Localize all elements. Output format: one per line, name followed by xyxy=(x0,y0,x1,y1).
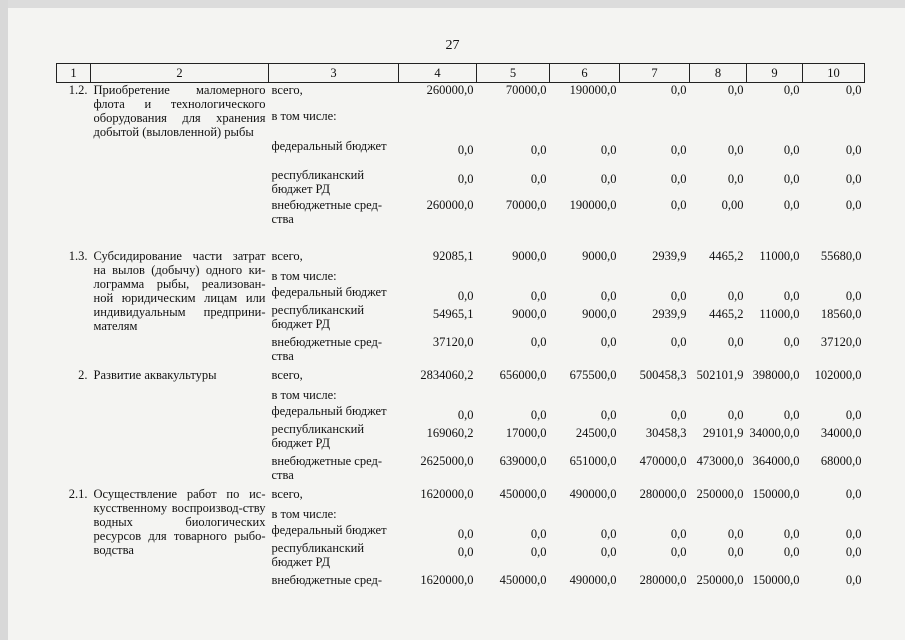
header-cell: 10 xyxy=(803,64,865,83)
value-cell: 0,0 xyxy=(783,142,800,157)
table-row xyxy=(57,487,865,507)
value-cell: 364000,0 xyxy=(752,453,800,468)
value-cell: 0,0 xyxy=(530,526,547,541)
value-cell: 260000,0 xyxy=(426,197,474,212)
value-cell xyxy=(747,388,803,404)
value-cell: 250000,0 xyxy=(696,486,744,501)
value-cell xyxy=(399,269,477,285)
value-cell: 0,0 xyxy=(530,544,547,559)
value-cell xyxy=(690,388,747,404)
value-cell: 0,0 xyxy=(670,407,687,422)
value-cell: 0,0 xyxy=(670,288,687,303)
value-cell: 1620000,0 xyxy=(420,572,474,587)
header-row xyxy=(57,64,865,83)
value-cell: 0,0 xyxy=(530,407,547,422)
value-cell: 9000,0 xyxy=(512,306,547,321)
value-cell: 0,0 xyxy=(845,526,862,541)
value-cell: 0,0 xyxy=(530,142,547,157)
funding-source-label: всего, xyxy=(271,367,303,382)
funding-source-label: внебюджетные сред- xyxy=(271,572,383,587)
value-cell: 0,0 xyxy=(600,142,617,157)
value-cell: 0,0 xyxy=(727,171,744,186)
value-cell: 473000,0 xyxy=(696,453,744,468)
value-cell: 2625000,0 xyxy=(420,453,474,468)
funding-source-label: федеральный бюджет xyxy=(271,403,387,418)
section-number: 2.1. xyxy=(68,486,88,501)
value-cell xyxy=(399,388,477,404)
value-cell xyxy=(747,109,803,139)
value-cell: 68000,0 xyxy=(820,453,862,468)
value-cell: 0,0 xyxy=(670,544,687,559)
value-cell xyxy=(803,388,865,404)
section-name: Приобретение маломерного флота и технологического оборудования для хранения добытой (выловленной) рыбы xyxy=(93,83,266,139)
value-cell: 0,0 xyxy=(600,407,617,422)
value-cell: 37120,0 xyxy=(432,334,474,349)
value-cell: 70000,0 xyxy=(505,197,547,212)
value-cell: 0,0 xyxy=(457,526,474,541)
value-cell: 0,0 xyxy=(670,171,687,186)
value-cell xyxy=(477,507,550,523)
value-cell: 18560,0 xyxy=(820,306,862,321)
value-cell: 0,0 xyxy=(670,142,687,157)
value-cell: 502101,9 xyxy=(696,367,744,382)
value-cell xyxy=(747,507,803,523)
funding-source-label: федеральный бюджет xyxy=(271,284,387,299)
value-cell: 102000,0 xyxy=(814,367,862,382)
funding-source-label: всего, xyxy=(271,248,303,263)
value-cell: 11000,0 xyxy=(759,248,800,263)
value-cell: 0,0 xyxy=(600,526,617,541)
value-cell: 0,0 xyxy=(845,407,862,422)
value-cell xyxy=(620,507,690,523)
value-cell: 0,0 xyxy=(845,572,862,587)
value-cell: 11000,0 xyxy=(759,306,800,321)
value-cell: 398000,0 xyxy=(752,367,800,382)
value-cell: 280000,0 xyxy=(639,486,687,501)
funding-source-label: в том числе: xyxy=(271,108,337,123)
budget-table xyxy=(56,63,865,593)
value-cell: 150000,0 xyxy=(752,486,800,501)
value-cell: 0,0 xyxy=(845,197,862,212)
table-row xyxy=(57,83,865,109)
value-cell: 0,0 xyxy=(600,544,617,559)
value-cell xyxy=(620,269,690,285)
value-cell: 150000,0 xyxy=(752,572,800,587)
value-cell: 0,0 xyxy=(727,288,744,303)
page-number: 27 xyxy=(445,38,460,53)
value-cell: 0,0 xyxy=(845,288,862,303)
header-cell: 5 xyxy=(477,64,550,83)
value-cell: 0,0 xyxy=(727,83,744,97)
section-number: 1.3. xyxy=(68,248,88,263)
value-cell: 0,0 xyxy=(600,288,617,303)
value-cell: 500458,3 xyxy=(639,367,687,382)
table-row xyxy=(57,368,865,388)
funding-source-label: федеральный бюджет xyxy=(271,138,387,153)
header-cell: 3 xyxy=(269,64,399,83)
scan-edge-top xyxy=(0,0,905,8)
scan-edge-left xyxy=(0,0,8,640)
value-cell: 0,0 xyxy=(457,288,474,303)
value-cell xyxy=(690,109,747,139)
value-cell: 0,0 xyxy=(783,544,800,559)
value-cell: 450000,0 xyxy=(499,486,547,501)
value-cell: 0,0 xyxy=(783,526,800,541)
value-cell xyxy=(550,388,620,404)
value-cell: 34000,0,0 xyxy=(749,425,800,440)
funding-source-label: в том числе: xyxy=(271,268,337,283)
table-row xyxy=(57,249,865,269)
value-cell: 1620000,0 xyxy=(420,486,474,501)
value-cell: 470000,0 xyxy=(639,453,687,468)
value-cell: 0,0 xyxy=(670,83,687,97)
value-cell xyxy=(399,109,477,139)
value-cell: 0,0 xyxy=(530,171,547,186)
value-cell: 0,0 xyxy=(670,334,687,349)
funding-source-label: всего, xyxy=(271,486,303,501)
header-cell: 6 xyxy=(550,64,620,83)
value-cell: 0,0 xyxy=(783,197,800,212)
value-cell: 0,0 xyxy=(457,544,474,559)
value-cell: 0,0 xyxy=(845,171,862,186)
funding-source-label: внебюджетные сред-ства xyxy=(271,334,383,363)
funding-source-label: в том числе: xyxy=(271,506,337,521)
value-cell: 2939,9 xyxy=(652,306,687,321)
value-cell: 260000,0 xyxy=(426,83,474,97)
value-cell: 0,0 xyxy=(783,83,800,97)
value-cell: 0,0 xyxy=(845,142,862,157)
funding-source-label: в том числе: xyxy=(271,387,337,402)
value-cell xyxy=(550,507,620,523)
value-cell: 190000,0 xyxy=(569,197,617,212)
value-cell xyxy=(803,507,865,523)
value-cell xyxy=(477,388,550,404)
value-cell xyxy=(550,269,620,285)
value-cell: 0,0 xyxy=(783,288,800,303)
value-cell: 280000,0 xyxy=(639,572,687,587)
value-cell xyxy=(690,269,747,285)
section-name: Развитие аквакультуры xyxy=(93,367,217,382)
value-cell: 0,0 xyxy=(457,171,474,186)
value-cell: 24500,0 xyxy=(575,425,617,440)
value-cell xyxy=(477,269,550,285)
funding-source-label: республиканский бюджет РД xyxy=(271,302,365,331)
value-cell xyxy=(747,269,803,285)
value-cell: 30458,3 xyxy=(645,425,687,440)
value-cell: 9000,0 xyxy=(582,306,617,321)
funding-source-label: внебюджетные сред-ства xyxy=(271,197,383,226)
value-cell: 4465,2 xyxy=(709,306,744,321)
value-cell: 0,0 xyxy=(457,407,474,422)
value-cell: 4465,2 xyxy=(709,248,744,263)
header-cell: 8 xyxy=(690,64,747,83)
value-cell: 656000,0 xyxy=(499,367,547,382)
value-cell: 490000,0 xyxy=(569,572,617,587)
value-cell: 0,0 xyxy=(530,334,547,349)
value-cell: 0,0 xyxy=(783,171,800,186)
value-cell xyxy=(550,109,620,139)
value-cell xyxy=(620,388,690,404)
header-cell: 9 xyxy=(747,64,803,83)
value-cell: 2834060,2 xyxy=(420,367,474,382)
value-cell: 0,0 xyxy=(845,544,862,559)
header-cell: 7 xyxy=(620,64,690,83)
value-cell: 169060,2 xyxy=(426,425,474,440)
value-cell: 0,0 xyxy=(783,334,800,349)
value-cell: 70000,0 xyxy=(505,83,547,97)
value-cell: 17000,0 xyxy=(505,425,547,440)
value-cell xyxy=(399,507,477,523)
value-cell: 0,0 xyxy=(600,334,617,349)
value-cell: 0,0 xyxy=(600,171,617,186)
value-cell: 490000,0 xyxy=(569,486,617,501)
header-cell: 1 xyxy=(57,64,91,83)
value-cell: 0,0 xyxy=(457,142,474,157)
value-cell: 9000,0 xyxy=(512,248,547,263)
value-cell xyxy=(620,109,690,139)
value-cell: 29101,9 xyxy=(702,425,744,440)
value-cell: 190000,0 xyxy=(569,83,617,97)
value-cell xyxy=(803,109,865,139)
value-cell: 0,0 xyxy=(727,334,744,349)
funding-source-label: всего, xyxy=(271,83,303,97)
value-cell xyxy=(477,109,550,139)
section-name: Субсидирование части затрат на вылов (добычу) одного ки-лограмма рыбы, реализован-ной юридическим лицам или индивидуальным предприни-мателям xyxy=(93,248,266,333)
value-cell: 639000,0 xyxy=(499,453,547,468)
funding-source-label: республиканский бюджет РД xyxy=(271,540,365,569)
value-cell: 0,0 xyxy=(845,486,862,501)
value-cell: 0,00 xyxy=(721,197,744,212)
value-cell: 0,0 xyxy=(727,407,744,422)
value-cell: 34000,0 xyxy=(820,425,862,440)
value-cell: 54965,1 xyxy=(432,306,474,321)
value-cell: 0,0 xyxy=(530,288,547,303)
funding-source-label: внебюджетные сред-ства xyxy=(271,453,383,482)
value-cell: 2939,9 xyxy=(652,248,687,263)
value-cell: 92085,1 xyxy=(432,248,474,263)
value-cell: 250000,0 xyxy=(696,572,744,587)
value-cell: 675500,0 xyxy=(569,367,617,382)
value-cell: 450000,0 xyxy=(499,572,547,587)
section-name: Осуществление работ по ис-кусственному воспроизвод-ству водных биологических ресурсов для товарного рыбо-водства xyxy=(93,486,266,557)
value-cell: 0,0 xyxy=(727,526,744,541)
value-cell: 55680,0 xyxy=(820,248,862,263)
section-number: 2. xyxy=(78,367,88,382)
value-cell: 0,0 xyxy=(845,83,862,97)
value-cell xyxy=(803,269,865,285)
value-cell: 0,0 xyxy=(670,526,687,541)
section-number: 1.2. xyxy=(68,83,88,97)
value-cell: 0,0 xyxy=(783,407,800,422)
value-cell xyxy=(690,507,747,523)
value-cell: 0,0 xyxy=(727,142,744,157)
value-cell: 0,0 xyxy=(727,544,744,559)
value-cell: 9000,0 xyxy=(582,248,617,263)
funding-source-label: федеральный бюджет xyxy=(271,522,387,537)
value-cell: 37120,0 xyxy=(820,334,862,349)
header-cell: 2 xyxy=(91,64,269,83)
funding-source-label: республиканский бюджет РД xyxy=(271,167,365,196)
funding-source-label: республиканский бюджет РД xyxy=(271,421,365,450)
value-cell: 651000,0 xyxy=(569,453,617,468)
header-cell: 4 xyxy=(399,64,477,83)
value-cell: 0,0 xyxy=(670,197,687,212)
